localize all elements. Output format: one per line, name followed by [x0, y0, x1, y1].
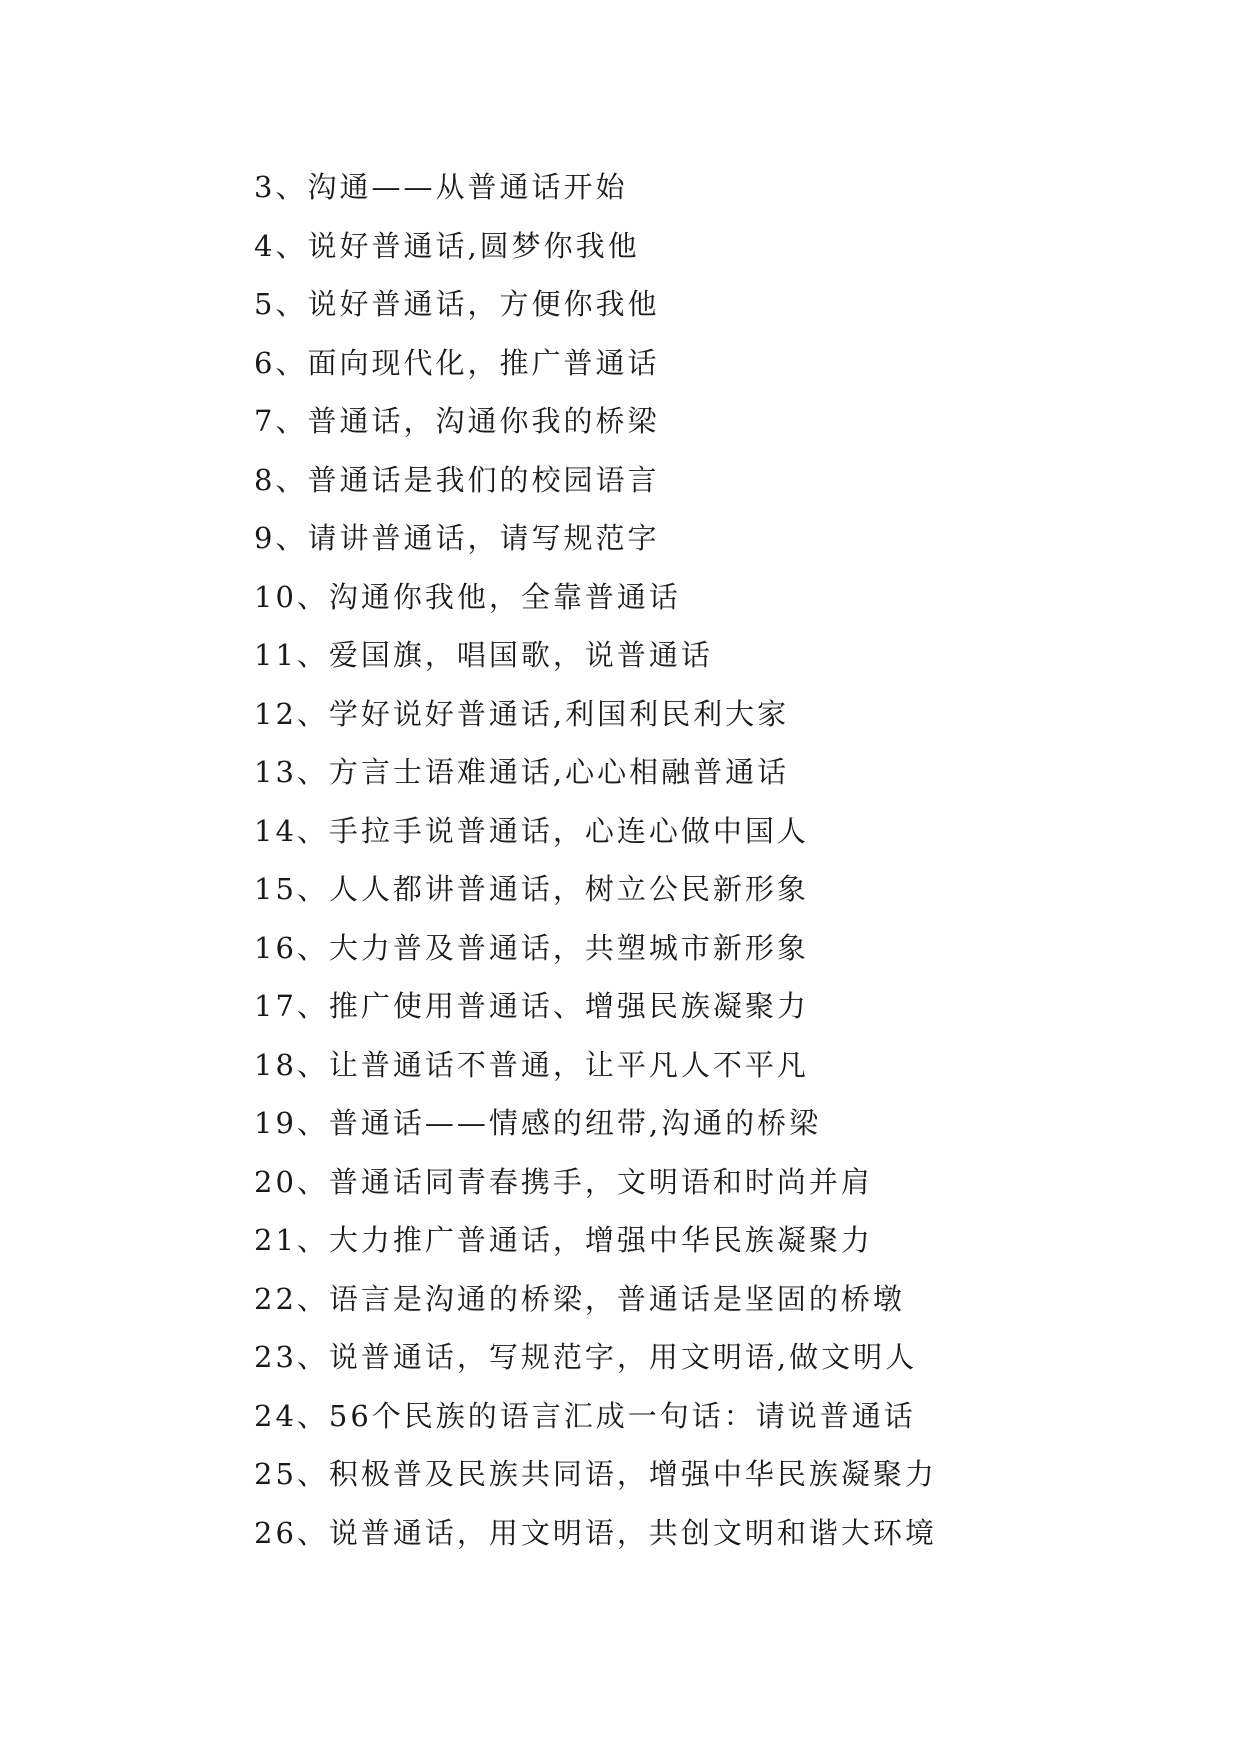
list-item: 8、普通话是我们的校园语言: [254, 462, 660, 497]
list-item: 26、说普通话，用文明语，共创文明和谐大环境: [254, 1515, 937, 1550]
list-item: 13、方言士语难通话,心心相融普通话: [254, 755, 790, 789]
list-item: 19、普通话——情感的纽带,沟通的桥梁: [254, 1106, 822, 1140]
list-item: 17、推广使用普通话、增强民族凝聚力: [254, 989, 809, 1023]
list-item: 3、沟通——从普通话开始: [254, 170, 628, 204]
list-item: 18、让普通话不普通，让平凡人不平凡: [254, 1047, 809, 1082]
slogan-list: [254, 158, 937, 1562]
list-item: 16、大力普及普通话，共塑城市新形象: [254, 930, 809, 965]
list-item: 6、面向现代化，推广普通话: [254, 345, 660, 380]
list-item: 24、56个民族的语言汇成一句话：请说普通话: [254, 1398, 916, 1433]
list-item: 4、说好普通话,圆梦你我他: [254, 228, 640, 263]
list-item: 23、说普通话，写规范字，用文明语,做文明人: [254, 1340, 918, 1374]
list-item: 21、大力推广普通话，增强中华民族凝聚力: [254, 1223, 873, 1257]
list-item: 10、沟通你我他，全靠普通话: [254, 579, 681, 614]
list-item: 22、语言是沟通的桥梁，普通话是坚固的桥墩: [254, 1281, 905, 1316]
list-item: 9、请讲普通话，请写规范字: [254, 521, 660, 555]
list-item: 12、学好说好普通话,利国利民利大家: [254, 696, 790, 731]
list-item: 14、手拉手说普通话，心连心做中国人: [254, 813, 809, 848]
list-item: 5、说好普通话，方便你我他: [254, 287, 660, 321]
list-item: 11、爱国旗，唱国歌，说普通话: [254, 638, 713, 672]
list-item: 25、积极普及民族共同语，增强中华民族凝聚力: [254, 1457, 937, 1491]
list-item: 7、普通话，沟通你我的桥梁: [254, 404, 660, 438]
list-item: 15、人人都讲普通话，树立公民新形象: [254, 872, 809, 906]
list-item: 20、普通话同青春携手，文明语和时尚并肩: [254, 1164, 873, 1199]
